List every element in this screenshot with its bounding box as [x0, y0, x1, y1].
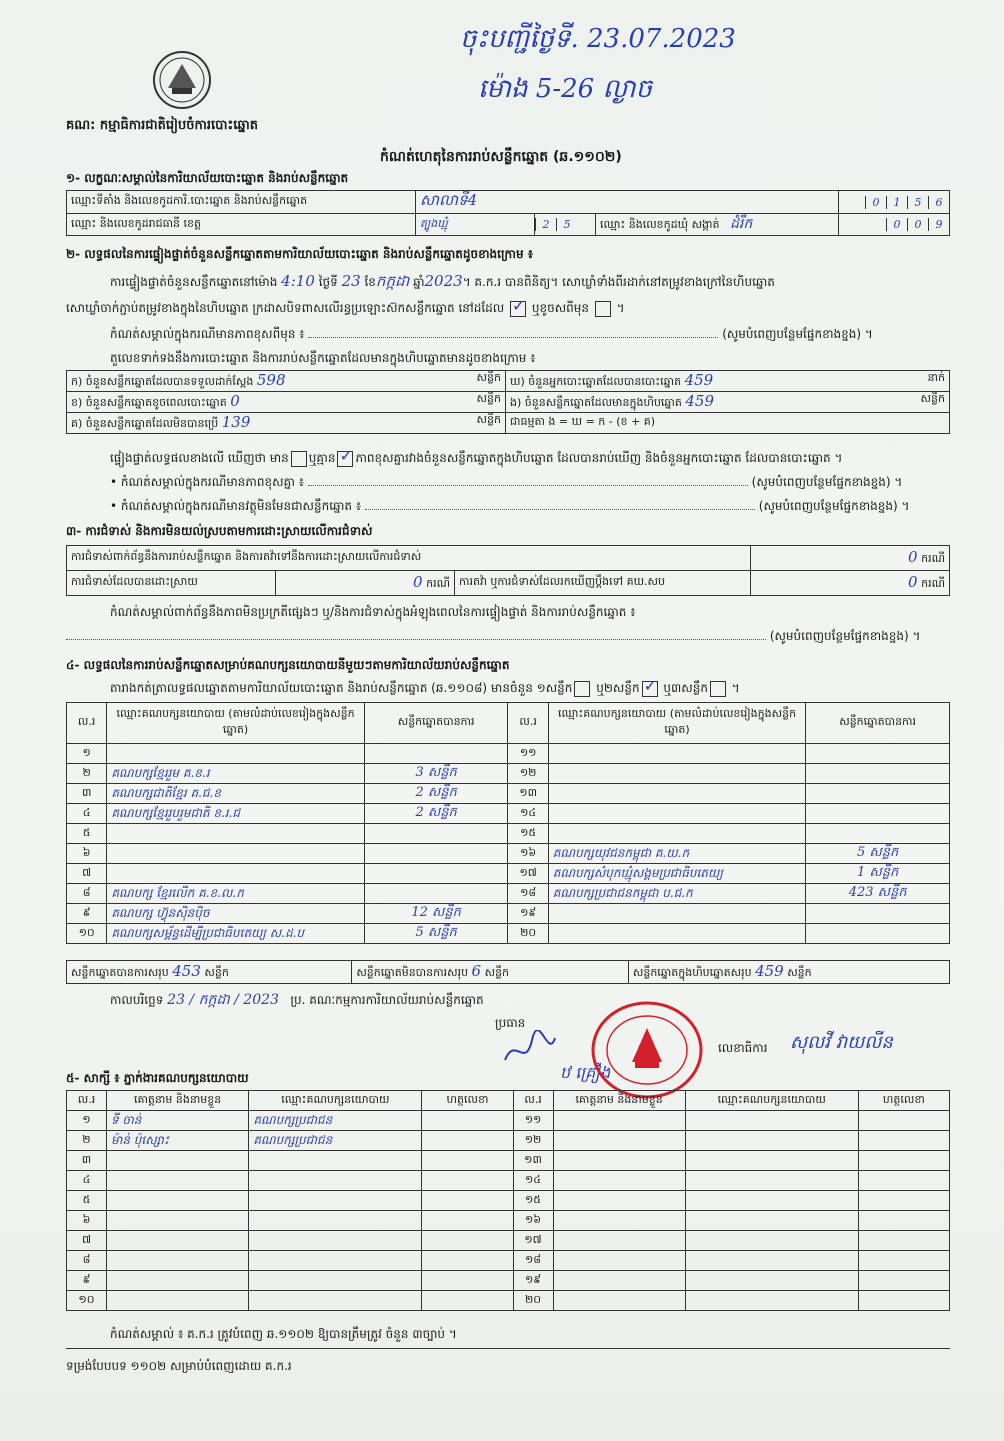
- ballots-in-box: 459: [685, 392, 715, 410]
- date-line: កាលបរិច្ឆេទ 23 / កក្កដា / 2023 ប្រ. គណៈកម្មការការិយាល័យរាប់សន្លឹកឆ្នោត: [110, 992, 484, 1008]
- witness-no: ១១: [513, 1111, 553, 1131]
- handwritten-registration-date: ចុះបញ្ជីថ្ងៃទី. 23.07.2023: [460, 24, 736, 54]
- witness-name: [553, 1251, 685, 1271]
- result-party: [107, 844, 364, 864]
- result-votes: 3 សន្លឹក: [364, 764, 508, 784]
- witness-signature: [858, 1131, 949, 1151]
- result-votes: [806, 744, 950, 764]
- row2-label: ឈ្មោះ និងលេខកូដរាជធានី ខេត្ត: [67, 214, 416, 236]
- witness-no: ១៤: [513, 1171, 553, 1191]
- unused-ballots: 139: [221, 413, 251, 431]
- result-row: [67, 804, 950, 824]
- witness-party: [249, 1231, 422, 1251]
- witness-name: [553, 1171, 685, 1191]
- witness-signature: [422, 1151, 513, 1171]
- result-votes: [806, 924, 950, 944]
- row1-code: 0 1 5 6: [839, 191, 950, 214]
- result-party: [548, 924, 805, 944]
- results-table: ល.រ ឈ្មោះគណបក្សនយោបាយ (តាមលំដាប់លេខរៀងក្នុងសន្លឹកឆ្នោត) សន្លឹកឆ្នោតបានការ ល.រ ឈ្មោះគណបក្សនយោបាយ (តាមលំដាប់លេខរៀងក្នុងសន្លឹកឆ្នោត) សន្លឹកឆ្នោតបានការ ១ ១១ ២ គណបក្សខ្មែររួម គ.ខ.រ 3 សន្លឹក ១២ ៣ គណបក្សជាតិខ្មែរ គ.ជ.ខ 2 សន្លឹក ១៣ ៤ គណបក្សខ្មែររួបរួមជាតិ ខ.រ.ជ 2 សន្លឹក ១៤ ៥ ១៥ ៦ ១៦ គណបក្សយុវជនកម្ពុជា គ.យ.ក 5 សន្លឹក ៧ ១៧ គណបក្សសំបុកឃ្មុំសង្គមប្រជាធិបតេយ្យ 1 សន្លឹក ៨ គណបក្ស ខ្មែរលើក គ.ខ.ល.ក ១៨ គណបក្សប្រជាជនកម្ពុជា ប.ជ.ក 423 សន្លឹក ៩ គណបក្ស ហ៊្វុនស៊ិនប៉ិច 12 សន្លឹក ១៩ ១០ គណបក្សសម្ព័ន្ធដើម្បីប្រជាធិបតេយ្យ ស.ដ.ប 5 សន្លឹក ២០: [66, 702, 950, 944]
- witness-name: [553, 1291, 685, 1311]
- form-footer: ទម្រង់បែបបទ ១១០២ សម្រាប់បំពេញដោយ គ.ក.រ: [66, 1359, 292, 1373]
- witness-signature: [422, 1111, 513, 1131]
- result-party: [548, 804, 805, 824]
- section1-heading: ១- លក្ខណៈសម្គាល់នៃការិយាល័យបោះឆ្នោត និងរាប់សន្លឹកឆ្នោត: [66, 171, 349, 185]
- witness-signature: [858, 1271, 949, 1291]
- result-no: ១៥: [508, 824, 548, 844]
- witness-signature: [422, 1171, 513, 1191]
- witness-no: ៥: [67, 1191, 107, 1211]
- witness-signature: [422, 1291, 513, 1311]
- result-party: [548, 744, 805, 764]
- witness-no: ១៣: [513, 1151, 553, 1171]
- bullet-foreign-object: • កំណត់សម្គាល់ក្នុងករណីមានវត្ថុមិនមែនជាសន្លឹកឆ្នោត ៖ (សូមបំពេញបន្ថែមផ្នែកខាងខ្នង) ។: [110, 499, 910, 513]
- result-votes: 5 សន្លឹក: [806, 844, 950, 864]
- witness-name: [106, 1291, 248, 1311]
- witness-row: [67, 1111, 950, 1131]
- witness-name: [106, 1191, 248, 1211]
- witness-signature: [422, 1231, 513, 1251]
- spoiled-ballots: 0: [230, 392, 240, 410]
- same-checkbox[interactable]: [510, 301, 526, 317]
- witness-name: [553, 1131, 685, 1151]
- result-no: ១៧: [508, 864, 548, 884]
- witness-party: [685, 1271, 858, 1291]
- result-no: ១៨: [508, 884, 548, 904]
- witness-party: គណបក្សប្រជាជន: [249, 1131, 422, 1151]
- witness-signature: [422, 1271, 513, 1291]
- row1-value: សាលាទី4: [416, 191, 839, 214]
- witness-no: ៧: [67, 1231, 107, 1251]
- witness-party: [685, 1151, 858, 1171]
- witness-name: ទី ចាន់: [106, 1111, 248, 1131]
- result-votes: [364, 884, 508, 904]
- chair-label: ប្រធាន: [495, 1016, 526, 1030]
- witness-party: [249, 1271, 422, 1291]
- three-sheets-checkbox[interactable]: [710, 681, 726, 697]
- section5-note: កំណត់សម្គាល់ ៖ គ.ក.រ ត្រូវបំពេញ ឆ.១១០២ ឱ្យបានត្រឹមត្រូវ ចំនួន ៣ច្បាប់ ។: [110, 1327, 457, 1341]
- result-no: ៤: [67, 804, 107, 824]
- result-party: [107, 864, 364, 884]
- witness-row: [67, 1171, 950, 1191]
- witness-no: ១៩: [513, 1271, 553, 1291]
- witness-signature: [858, 1171, 949, 1191]
- row1-label: ឈ្មោះទីតាំង និងលេខកូដការិ.បោះឆ្នោត និងរាប់សន្លឹកឆ្នោត: [67, 191, 416, 214]
- org-name: គណ: កម្មាធិការជាតិរៀបចំការបោះឆ្នោត: [66, 118, 258, 133]
- witness-no: ២០: [513, 1291, 553, 1311]
- result-no: ៧: [67, 864, 107, 884]
- witness-row: [67, 1251, 950, 1271]
- page-title: កំណត់ហេតុនៃការរាប់សន្លឹកឆ្នោត (ឆ.១១០២): [380, 149, 622, 165]
- witness-signature: [858, 1191, 949, 1211]
- result-party: [107, 744, 364, 764]
- witness-party: [249, 1251, 422, 1271]
- result-intro: តួលេខទាក់ទងនឹងការបោះឆ្នោត និងការរាប់សន្លឹកឆ្នោតដែលមានក្នុងហិបឆ្នោតមានដូចខាងក្រោម ៖: [110, 351, 536, 365]
- witness-name: [106, 1211, 248, 1231]
- result-votes: [364, 824, 508, 844]
- official-stamp: [590, 1000, 705, 1100]
- secretary-label: លេខាធិការ: [718, 1041, 768, 1055]
- result-no: ១: [67, 744, 107, 764]
- result-votes: 5 សន្លឹក: [364, 924, 508, 944]
- result-row: [67, 904, 950, 924]
- result-no: ៣: [67, 784, 107, 804]
- one-sheet-checkbox[interactable]: [574, 681, 590, 697]
- witness-signature: [422, 1131, 513, 1151]
- witness-no: ៤: [67, 1171, 107, 1191]
- witness-row: [67, 1211, 950, 1231]
- compare-line: ផ្ទៀងផ្ទាត់លទ្ធផលខាងលើ ឃើញថា មាន ឬគ្មាន✓ ភាពខុសគ្នារវាងចំនួនសន្លឹកឆ្នោតក្នុងហិបឆ្នោត ដែលបានរាប់ឃើញ និងចំនួនអ្នកបោះឆ្នោត ដែលបានបោះឆ្នោត ។: [110, 450, 842, 468]
- witness-name: [553, 1231, 685, 1251]
- nec-logo: [150, 50, 214, 110]
- witness-name: [553, 1151, 685, 1171]
- total-in-box: 459: [755, 962, 784, 980]
- result-votes: 423 សន្លឹក: [806, 884, 950, 904]
- witness-party: [249, 1171, 422, 1191]
- witness-signature: [858, 1231, 949, 1251]
- witness-name: [553, 1271, 685, 1291]
- sheets-count-line: តារាងកត់ត្រាលទ្ធផលឆ្នោតតាមការិយាល័យបោះឆ្នោត និងរាប់សន្លឹកឆ្នោត (ឆ.១១០៨) មានចំនួន ១សន្លឹក ឬ២សន្លឹក✓ ឬ៣សន្លឹក ។: [110, 680, 740, 698]
- result-votes: [806, 804, 950, 824]
- result-party: គណបក្សជាតិខ្មែរ គ.ជ.ខ: [107, 784, 364, 804]
- witness-row: [67, 1131, 950, 1151]
- result-party: [107, 824, 364, 844]
- result-votes: [806, 784, 950, 804]
- witness-name: [106, 1151, 248, 1171]
- result-votes: [364, 744, 508, 764]
- witness-no: ១៥: [513, 1191, 553, 1211]
- result-party: [548, 904, 805, 924]
- resolved-count: 0: [413, 573, 423, 591]
- counts-table: ក) ចំនួនសន្លឹកឆ្នោតដែលបានទទួលដាក់ស្តែង 598 សន្លឹក ឃ) ចំនួនអ្នកបោះឆ្នោតដែលបានបោះឆ្នោត 459 នាក់ ខ) ចំនួនសន្លឹកឆ្នោតខូចពេលបោះឆ្នោត 0 សន្លឹក ង) ចំនួនសន្លឹកឆ្នោតដែលមានក្នុងហិបឆ្នោត 459 សន្លឹក គ) ចំនួនសន្លឹកឆ្នោតដែលមិនបានប្រើ 139 សន្លឹក ជាធម្មតា ង = ឃ = ក - (ខ + គ): [66, 370, 950, 434]
- result-votes: [806, 904, 950, 924]
- result-party: គណបក្សខ្មែររួម គ.ខ.រ: [107, 764, 364, 784]
- witness-row: [67, 1231, 950, 1251]
- result-no: ៥: [67, 824, 107, 844]
- witness-row: [67, 1191, 950, 1211]
- result-no: ១០: [67, 924, 107, 944]
- footer-divider: [66, 1348, 950, 1349]
- section3-note-line: (សូមបំពេញបន្ថែមផ្នែកខាងខ្នង) ។: [66, 628, 920, 646]
- commune-code: 0 0 9: [839, 214, 950, 236]
- result-votes: 1 សន្លឹក: [806, 864, 950, 884]
- result-no: ៨: [67, 884, 107, 904]
- witness-name: [553, 1191, 685, 1211]
- witness-party: គណបក្សប្រជាជន: [249, 1111, 422, 1131]
- witness-party: [685, 1191, 858, 1211]
- witness-no: ៨: [67, 1251, 107, 1271]
- section1-table: [66, 190, 950, 236]
- province-code: 2 5: [535, 214, 596, 236]
- witness-row: [67, 1291, 950, 1311]
- has-difference-checkbox[interactable]: [291, 451, 307, 467]
- formula: ជាធម្មតា ង = ឃ = ក - (ខ + គ): [506, 413, 950, 434]
- appealed-count: 0: [908, 573, 918, 591]
- result-votes: 2 សន្លឹក: [364, 804, 508, 824]
- result-row: [67, 924, 950, 944]
- result-votes: [364, 864, 508, 884]
- witness-signature: [422, 1211, 513, 1231]
- witness-signature: [858, 1111, 949, 1131]
- result-row: [67, 764, 950, 784]
- witness-name: [106, 1271, 248, 1291]
- result-row: [67, 784, 950, 804]
- witness-no: ៦: [67, 1211, 107, 1231]
- witness-party: [685, 1291, 858, 1311]
- result-party: គណបក្សសម្ព័ន្ធដើម្បីប្រជាធិបតេយ្យ ស.ដ.ប: [107, 924, 364, 944]
- result-party: គណបក្សយុវជនកម្ពុជា គ.យ.ក: [548, 844, 805, 864]
- section2-heading: ២- លទ្ធផលនៃការផ្ទៀងផ្ទាត់ចំនួនសន្លឹកឆ្នោតតាមការិយាល័យបោះឆ្នោត និងរាប់សន្លឹកឆ្នោតដូចខាងក្រោម ៖: [66, 247, 534, 261]
- verification-line2: សោឃ្លាំចាក់ភ្ជាប់តម្រូវខាងក្នុងនៃហិបឆ្នោត ក្រដាសបិទពាសលើរន្ធប្រឡោះស៊កសន្លឹកឆ្នោត នៅដដែល ✓ ឬខូចសពីមុន ។: [66, 300, 625, 318]
- result-no: ២០: [508, 924, 548, 944]
- handwritten-time: ម៉ោង 5-26 ល្ងាច: [478, 74, 652, 104]
- result-votes: 12 សន្លឹក: [364, 904, 508, 924]
- result-party: គណបក្ស ហ៊្វុនស៊ិនប៉ិច: [107, 904, 364, 924]
- different-checkbox[interactable]: [595, 301, 611, 317]
- witness-party: [249, 1151, 422, 1171]
- result-no: ១៦: [508, 844, 548, 864]
- result-row: [67, 744, 950, 764]
- totals-table: សន្លឹកឆ្នោតបានការសរុប 453 សន្លឹក សន្លឹកឆ្នោតមិនបានការសរុប 6 សន្លឹក សន្លឹកឆ្នោតក្នុងហិបឆ្នោតសរុប 459 សន្លឹក: [66, 960, 950, 984]
- witness-party: [685, 1231, 858, 1251]
- witness-no: ១០: [67, 1291, 107, 1311]
- result-party: [548, 824, 805, 844]
- chair-signature: [500, 1030, 560, 1070]
- result-party: គណបក្ស ខ្មែរលើក គ.ខ.ល.ក: [107, 884, 364, 904]
- witness-party: [685, 1171, 858, 1191]
- no-difference-checkbox[interactable]: [337, 451, 353, 467]
- witness-signature: [422, 1191, 513, 1211]
- witness-name: ម៉ាន់ ប៉ុស្សោះ: [106, 1131, 248, 1151]
- result-no: ១៤: [508, 804, 548, 824]
- received-ballots: 598: [256, 371, 286, 389]
- witness-row: [67, 1271, 950, 1291]
- objections-count: 0: [908, 548, 918, 566]
- section3-note: កំណត់សម្គាល់ពាក់ព័ន្ធនឹងភាពមិនប្រក្រតីផ្សេងៗ ឬ/និងការជំទាស់ក្នុងអំឡុងពេលនៃការផ្ទៀងផ្ទាត់ និងការរាប់សន្លឹកឆ្នោត ៖: [110, 605, 636, 619]
- witness-no: ១៦: [513, 1211, 553, 1231]
- result-no: ៩: [67, 904, 107, 924]
- result-no: ៦: [67, 844, 107, 864]
- section5-heading: ៥- សាក្សី ៖ ភ្នាក់ងារគណបក្សនយោបាយ: [66, 1071, 249, 1085]
- two-sheets-checkbox[interactable]: [642, 681, 658, 697]
- result-votes: [806, 764, 950, 784]
- witness-party: [685, 1131, 858, 1151]
- result-party: គណបក្សសំបុកឃ្មុំសង្គមប្រជាធិបតេយ្យ: [548, 864, 805, 884]
- province-value: ត្បូងឃ្មុំ: [416, 214, 535, 236]
- result-row: [67, 884, 950, 904]
- report-date: 23 / កក្កដា / 2023: [167, 992, 279, 1008]
- witness-party: [249, 1291, 422, 1311]
- witness-signature: [858, 1251, 949, 1271]
- witness-party: [685, 1111, 858, 1131]
- verification-line1: ការផ្ទៀងផ្ទាត់ចំនួនសន្លឹកឆ្នោតនៅម៉ោង 4:10 ថ្ងៃទី 23 ខែកក្កដា ឆ្នាំ2023។ គ.ក.រ បានពិនិត្យ។ សោឃ្លាំទាំងពីរដាក់នៅតម្រូវខាងក្រៅនៃហិបឆ្នោត: [110, 272, 775, 290]
- witness-no: ៩: [67, 1271, 107, 1291]
- result-votes: 2 សន្លឹក: [364, 784, 508, 804]
- difference-note: កំណត់សម្គាល់ក្នុងករណីមានភាពខុសពីមុន ៖ (សូមបំពេញបន្ថែមផ្នែកខាងខ្នង) ។: [110, 327, 873, 341]
- result-row: [67, 864, 950, 884]
- witness-no: ១៧: [513, 1231, 553, 1251]
- result-party: [548, 764, 805, 784]
- witness-name: [106, 1251, 248, 1271]
- objections-table: ការជំទាស់ពាក់ព័ន្ធនឹងការរាប់សន្លឹកឆ្នោត និងការតវ៉ាទៅនឹងការដោះស្រាយលើការជំទាស់ 0 ករណី ការជំទាស់ដែលបានដោះស្រាយ 0 ករណី ការតវ៉ា ឬការជំទាស់ដែលរកឃើញប្តឹងទៅ គឃ.សប 0 ករណី: [66, 545, 950, 596]
- witness-name: [553, 1111, 685, 1131]
- witness-no: ២: [67, 1131, 107, 1151]
- result-row: [67, 824, 950, 844]
- result-no: ១២: [508, 764, 548, 784]
- witness-table: ល.រ គោត្តនាម និងនាមខ្លួន ឈ្មោះគណបក្សនយោបាយ ហត្ថលេខា ល.រ គោត្តនាម និងនាមខ្លួន ឈ្មោះគណបក្សនយោបាយ ហត្ថលេខា ១ ទី ចាន់ គណបក្សប្រជាជន ១១ ២ ម៉ាន់ ប៉ុស្សោះ គណបក្សប្រជាជន ១២ ៣ ១៣ ៤ ១៤ ៥ ១៥ ៦ ១៦ ៧ ១៧ ៨ ១៨ ៩ ១៩ ១០ ២០: [66, 1090, 950, 1311]
- voters-voted: 459: [684, 371, 714, 389]
- witness-party: [249, 1191, 422, 1211]
- result-no: ១១: [508, 744, 548, 764]
- total-invalid: 6: [471, 962, 482, 980]
- witness-party: [685, 1251, 858, 1271]
- witness-signature: [858, 1211, 949, 1231]
- result-party: គណបក្សប្រជាជនកម្ពុជា ប.ជ.ក: [548, 884, 805, 904]
- witness-signature: [858, 1151, 949, 1171]
- commune-cell: ឈ្មោះ និងលេខកូដឃុំ សង្កាត់ ដំរឹក: [596, 214, 839, 236]
- witness-no: ៣: [67, 1151, 107, 1171]
- witness-party: [685, 1211, 858, 1231]
- witness-name: [106, 1171, 248, 1191]
- result-party: គណបក្សខ្មែររួបរួមជាតិ ខ.រ.ជ: [107, 804, 364, 824]
- witness-signature: [858, 1291, 949, 1311]
- witness-name: [106, 1231, 248, 1251]
- witness-no: ១៨: [513, 1251, 553, 1271]
- total-valid: 453: [172, 962, 201, 980]
- result-row: [67, 844, 950, 864]
- witness-signature: [422, 1251, 513, 1271]
- witness-no: ១: [67, 1111, 107, 1131]
- bullet-difference: • កំណត់សម្គាល់ក្នុងករណីមានភាពខុសគ្នា ៖ (សូមបំពេញបន្ថែមផ្នែកខាងខ្នង) ។: [110, 475, 903, 489]
- witness-name: [553, 1211, 685, 1231]
- witness-row: [67, 1151, 950, 1171]
- witness-party: [249, 1211, 422, 1231]
- witness-no: ១២: [513, 1131, 553, 1151]
- section3-heading: ៣- ការជំទាស់ និងការមិនយល់ស្របតាមការដោះស្រាយលើការជំទាស់: [66, 524, 373, 538]
- result-no: ២: [67, 764, 107, 784]
- section4-heading: ៤- លទ្ធផលនៃការរាប់សន្លឹកឆ្នោតសម្រាប់គណបក្សនយោបាយនីមួយៗតាមការិយាល័យរាប់សន្លឹកឆ្នោត: [66, 658, 510, 672]
- result-party: [548, 784, 805, 804]
- result-votes: [806, 824, 950, 844]
- result-votes: [364, 844, 508, 864]
- result-no: ១៩: [508, 904, 548, 924]
- secretary-name: សុលវី វាយលីន: [790, 1032, 893, 1053]
- result-no: ១៣: [508, 784, 548, 804]
- chair-name: ឋ គ្រឿង: [560, 1063, 611, 1082]
